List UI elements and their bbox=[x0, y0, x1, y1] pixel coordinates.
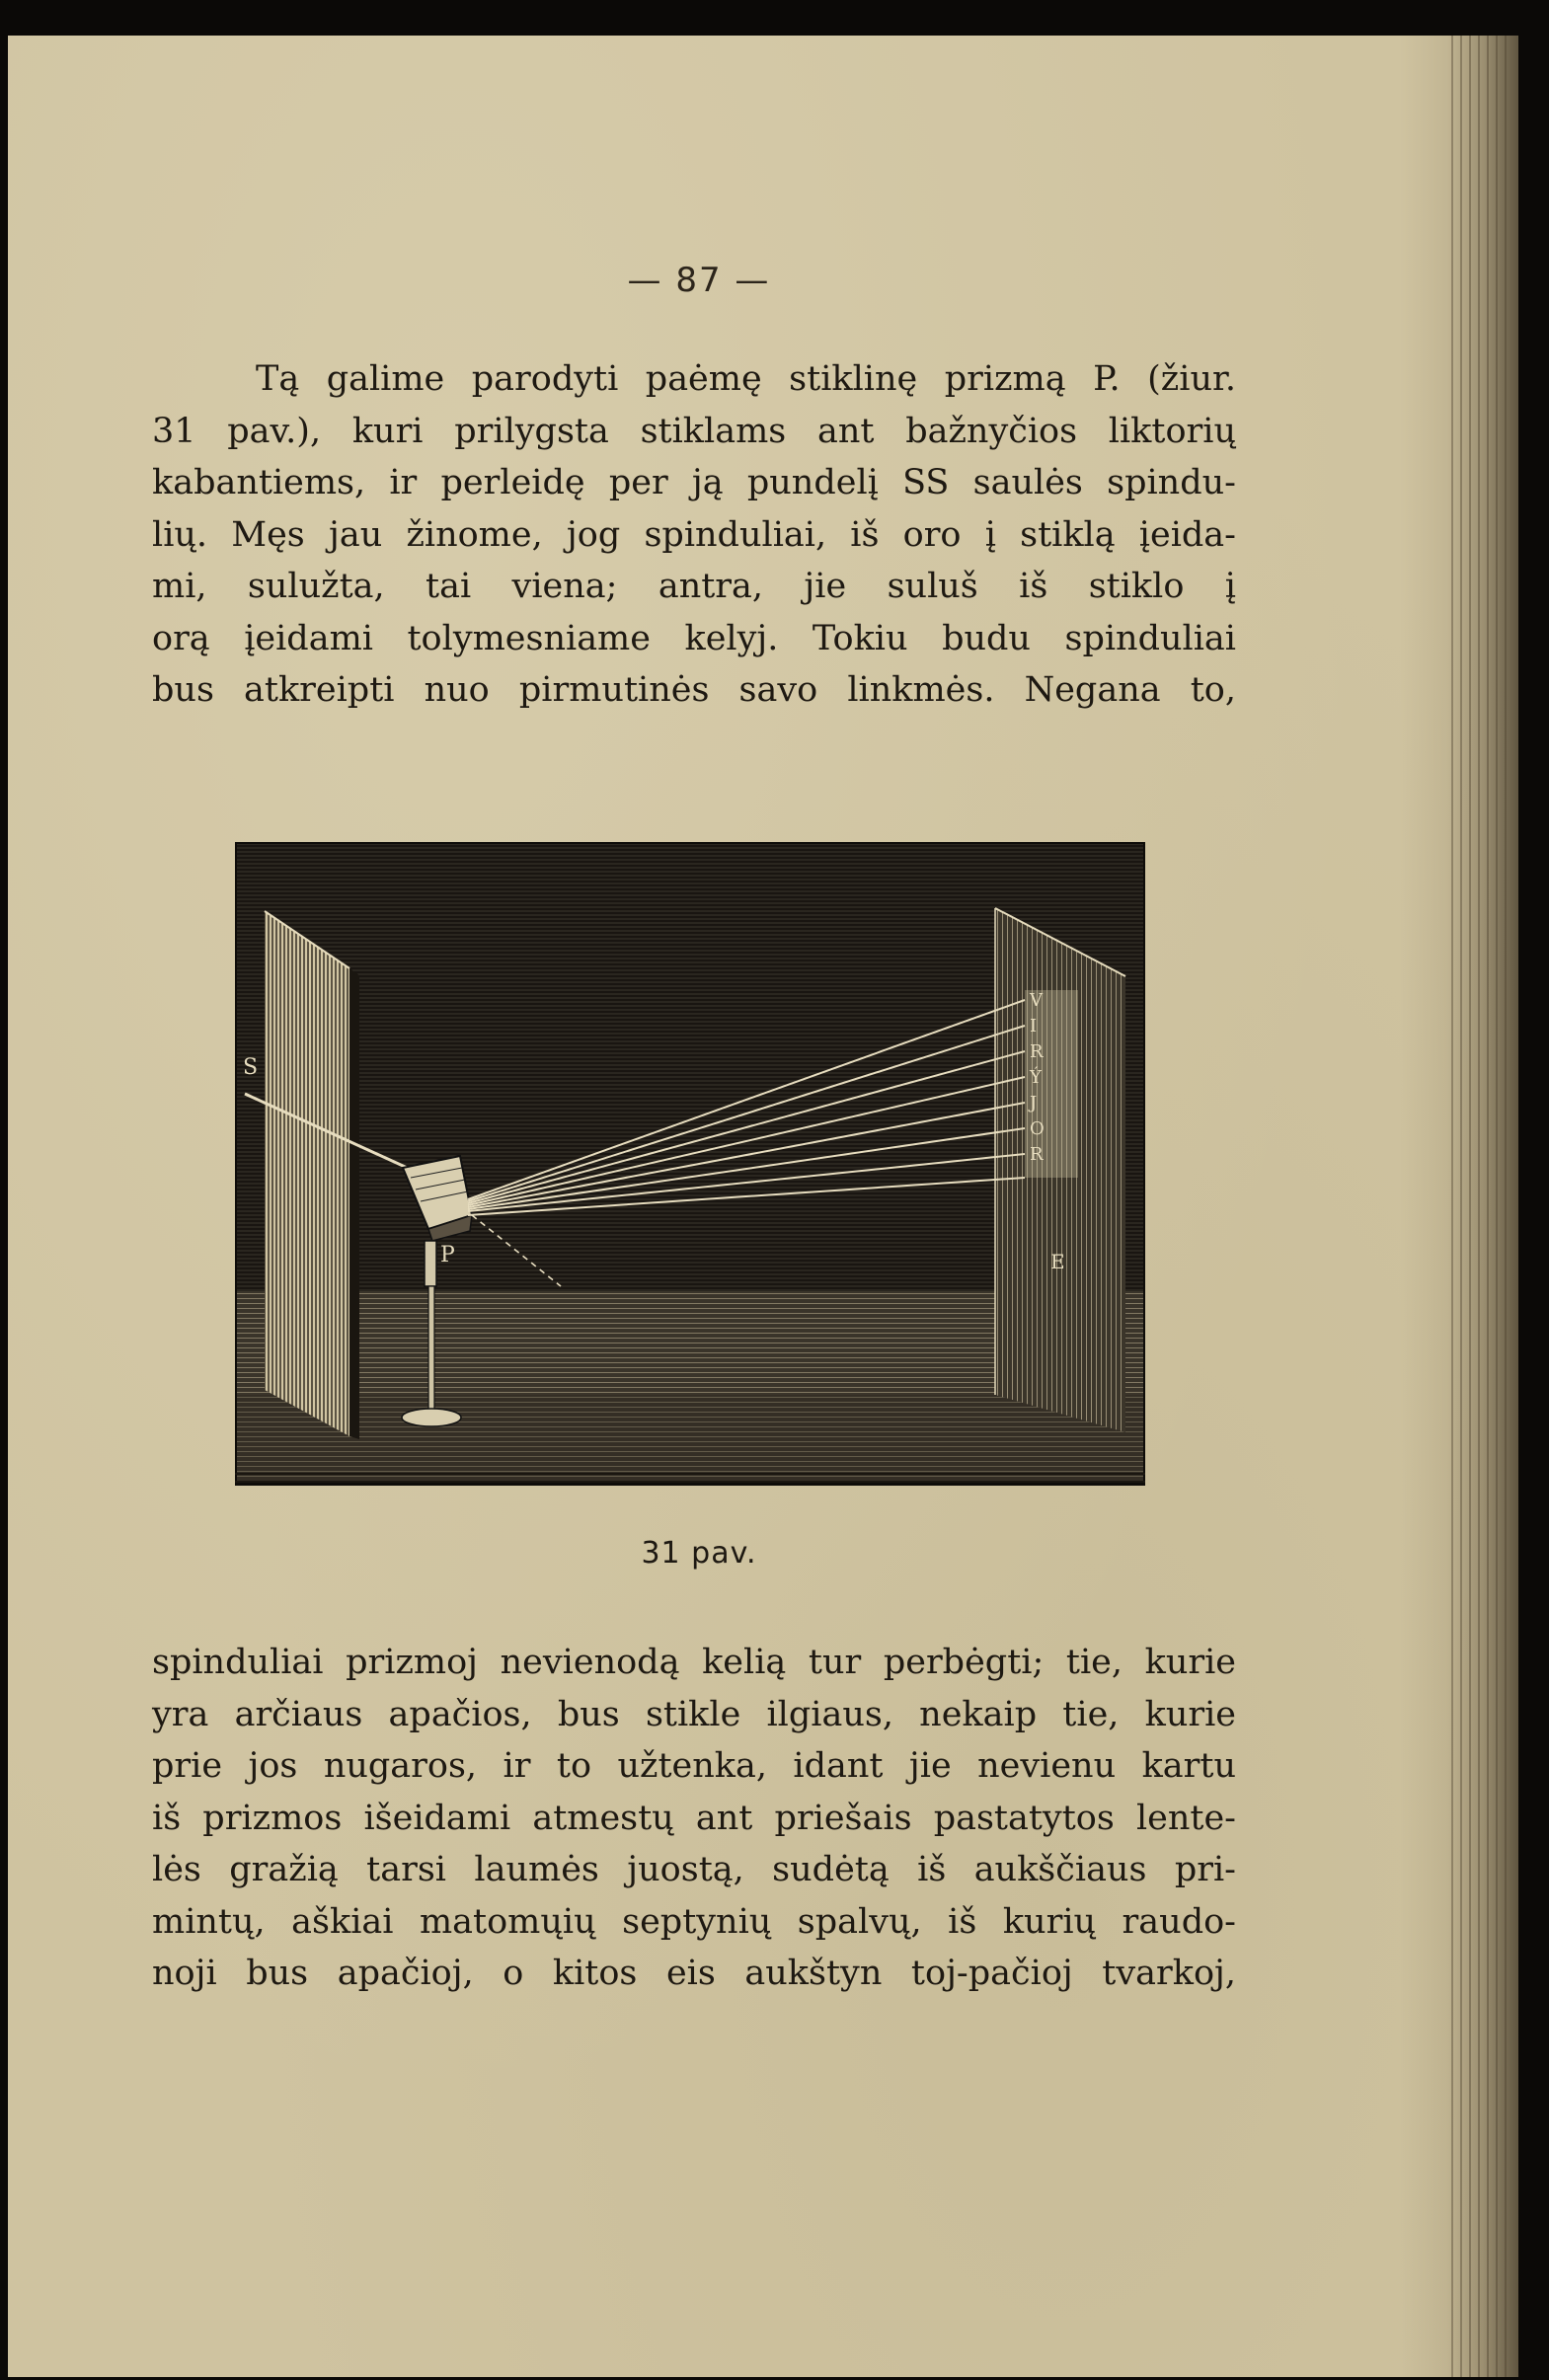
text-line: lių. Męs jau žinome, jog spinduliai, iš oro į stiklą įeida- bbox=[152, 514, 1236, 555]
text-line: 31 pav.), kuri prilygsta stiklams ant bažnyčios liktorių bbox=[152, 411, 1236, 451]
spectrum-label: O bbox=[1030, 1118, 1045, 1139]
text-line: kabantiems, ir perleidę per ją pundelį SS saulės spindu- bbox=[152, 463, 1236, 502]
spectrum-label: J bbox=[1030, 1093, 1038, 1113]
text-line: mi, sulužta, tai viena; antra, jie suluš iš stiklo į bbox=[152, 567, 1236, 606]
spectrum-label: R bbox=[1030, 1144, 1044, 1165]
text-line: prie jos nugaros, ir to užtenka, idant jie nevienu kartu bbox=[152, 1746, 1236, 1786]
spectrum-label: R bbox=[1030, 1041, 1044, 1062]
left-screen bbox=[265, 911, 349, 1436]
text-line: noji bus apačioj, o kitos eis aukštyn toj-pačioj tvarkoj, bbox=[152, 1954, 1236, 1993]
paragraph-bottom bbox=[152, 1637, 1236, 2000]
page-number: — 87 — bbox=[627, 261, 771, 300]
text-line: yra arčiaus apačios, bus stikle ilgiaus, nekaip tie, kurie bbox=[152, 1694, 1236, 1734]
text-line: bus atkreipti nuo pirmutinės savo linkmės. Negana to, bbox=[152, 670, 1236, 710]
text-line: orą įeidami tolymesniame kelyj. Tokiu budu spinduliai bbox=[152, 618, 1236, 658]
spectrum-label: I bbox=[1030, 1016, 1038, 1036]
text-line: Tą galime parodyti paėmę stiklinę prizmą P. (žiur. bbox=[256, 359, 1236, 399]
spectrum-label: V bbox=[1030, 990, 1043, 1011]
figure-caption: 31 pav. bbox=[641, 1536, 757, 1571]
prism-stand-base bbox=[402, 1409, 461, 1426]
screen-label-s: S bbox=[243, 1055, 259, 1080]
text-line: lės gražią tarsi laumės juostą, sudėtą iš aukščiaus pri- bbox=[152, 1850, 1236, 1889]
text-line: mintų, aškiai matomųių septynių spalvų, iš kurių raudo- bbox=[152, 1901, 1236, 1942]
prism-label-p: P bbox=[440, 1243, 455, 1267]
paragraph-top bbox=[152, 353, 1236, 717]
book-page bbox=[8, 36, 1518, 2377]
text-line: iš prizmos išeidami atmestų ant priešais pastatytos lente- bbox=[152, 1798, 1236, 1838]
page-edge-leaves bbox=[1451, 36, 1510, 2377]
prism-illustration bbox=[235, 842, 1145, 1489]
prism-engraving bbox=[235, 842, 1145, 1489]
screen-label-e: E bbox=[1050, 1250, 1065, 1273]
spectrum-label: Ý bbox=[1030, 1067, 1042, 1088]
text-line: spinduliai prizmoj nevienodą kelią tur perbėgti; tie, kurie bbox=[152, 1643, 1236, 1682]
